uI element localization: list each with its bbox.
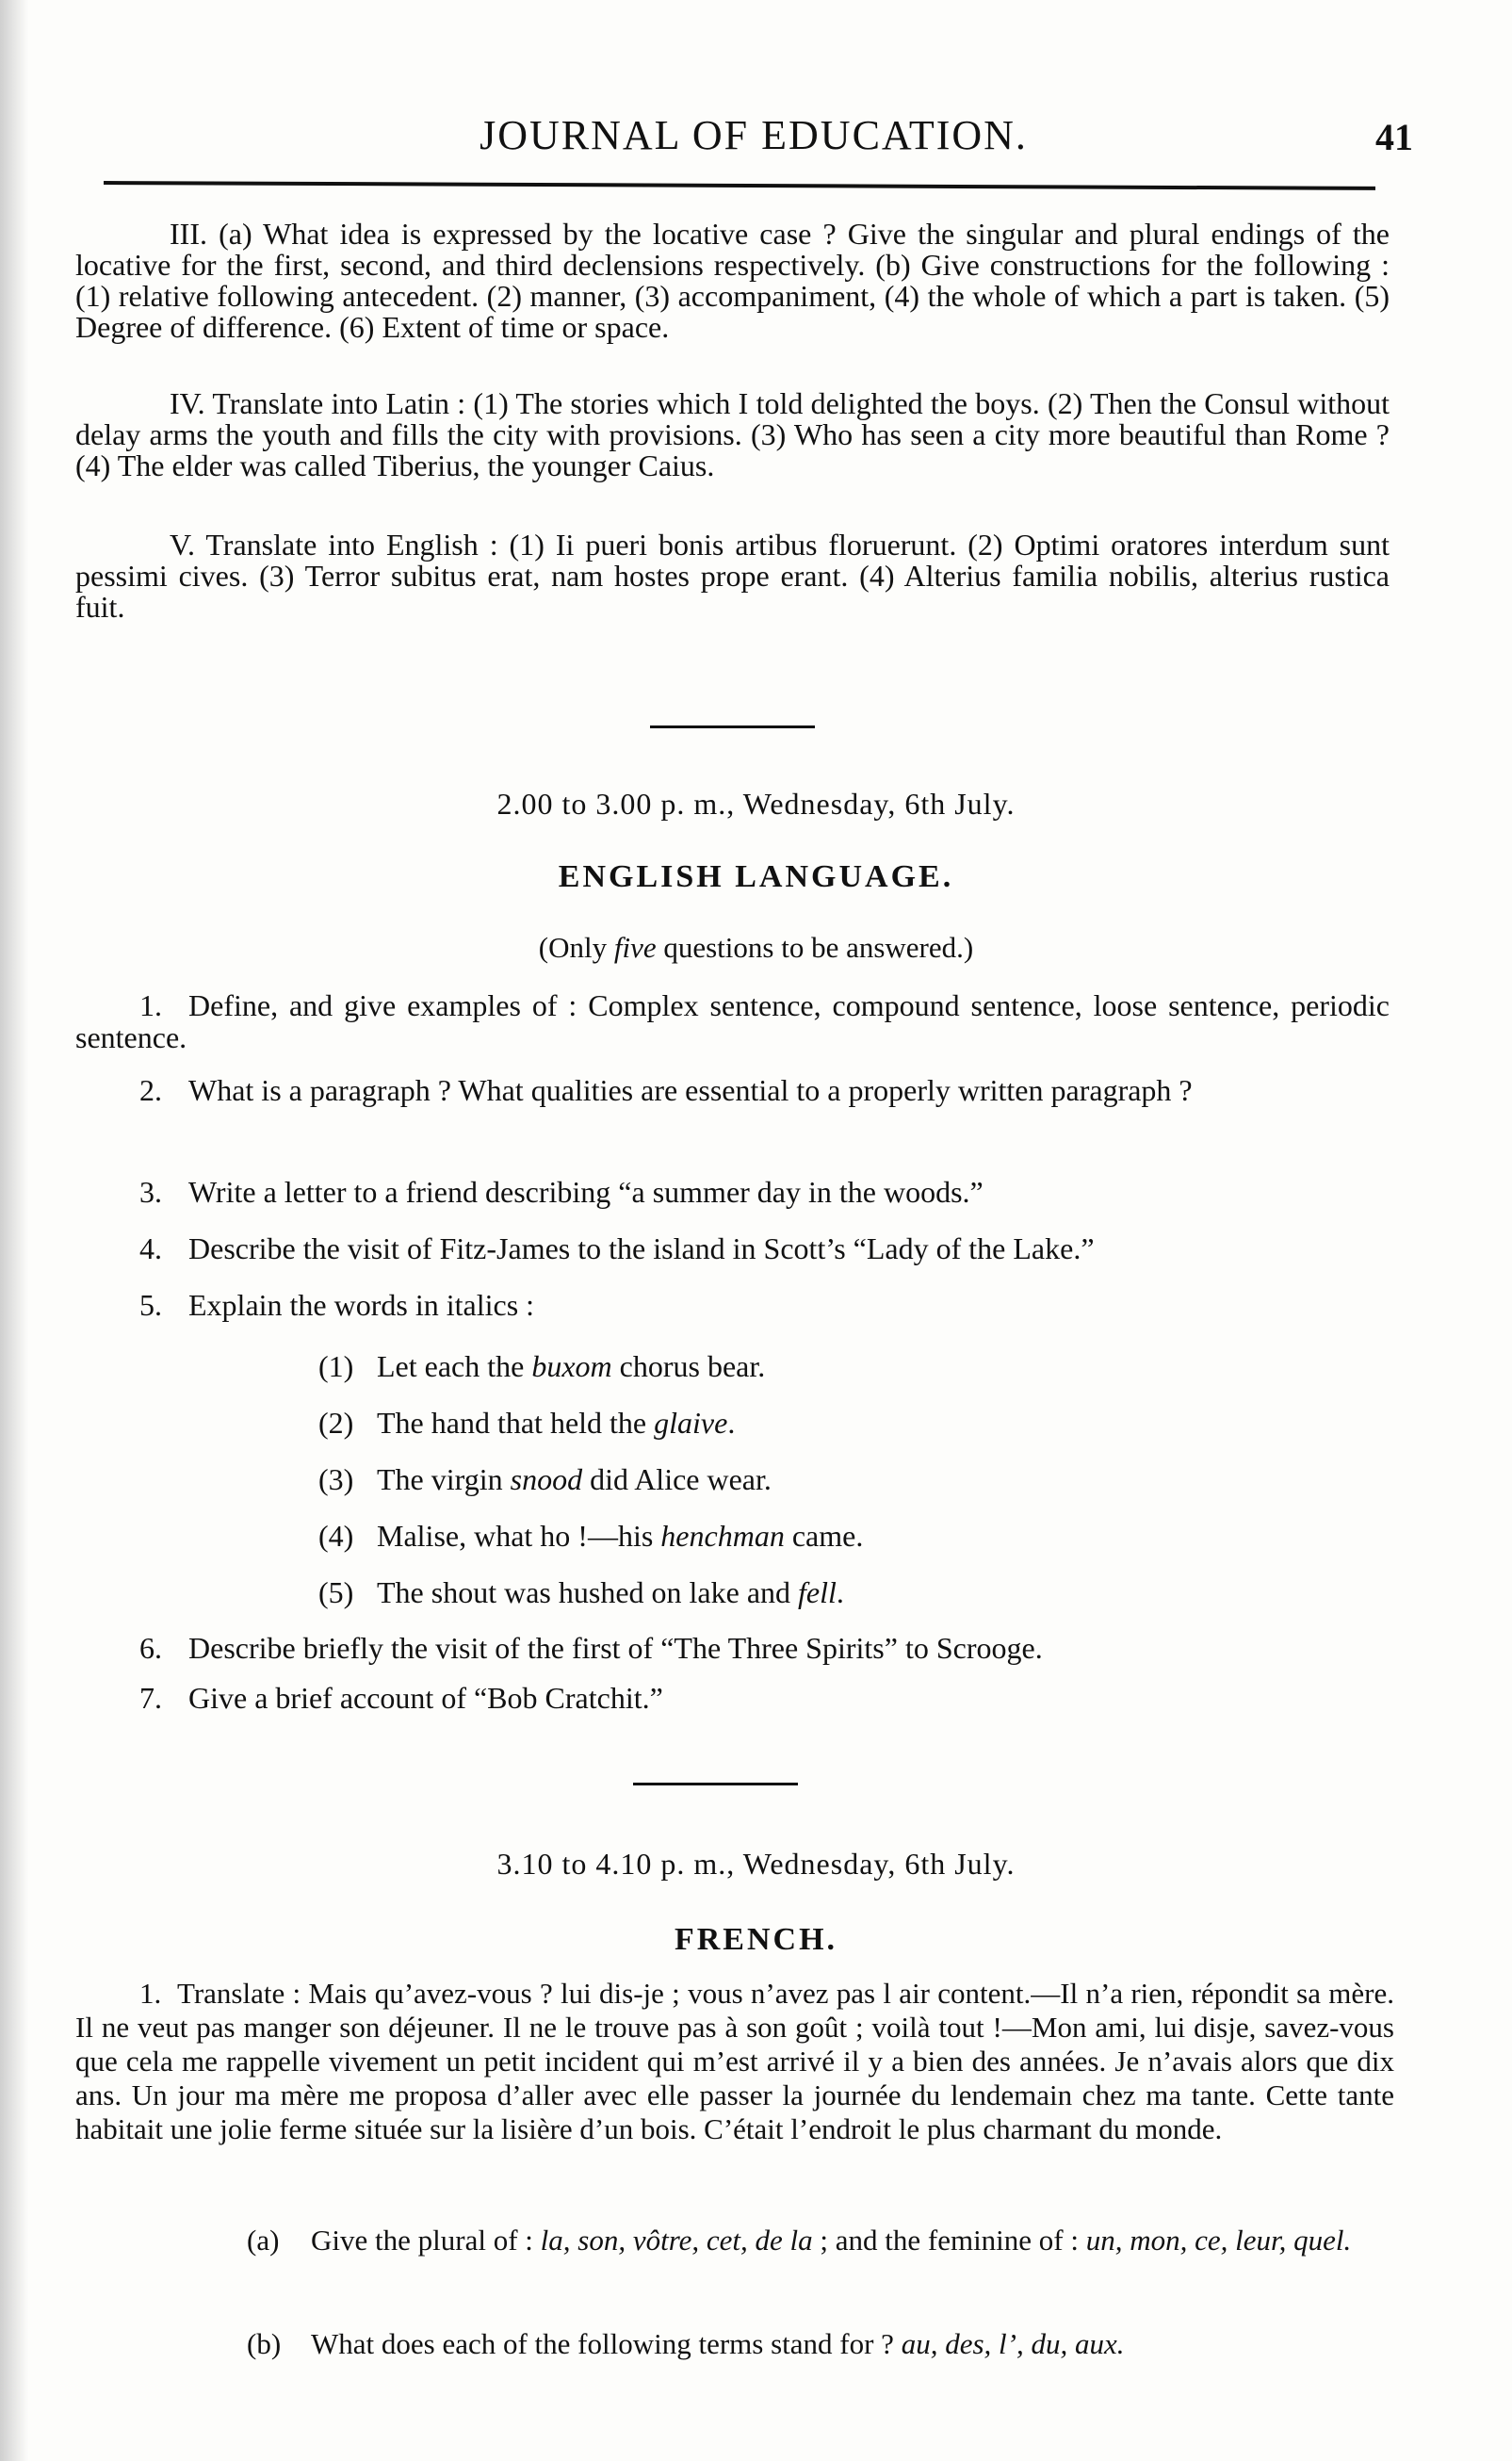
- page-edge-shadow: [0, 0, 28, 2461]
- english-question-3: [139, 1176, 1383, 1208]
- header-rule: [104, 181, 1375, 196]
- sub-text-before: Give the plural of :: [311, 2224, 541, 2257]
- item-label: (1): [318, 1349, 354, 1383]
- feminine-words: un, mon, ce, leur, quel.: [1085, 2224, 1352, 2257]
- page-number: 41: [1375, 116, 1413, 158]
- item-text-before: The virgin: [377, 1462, 511, 1496]
- question-number: 1.: [139, 988, 162, 1022]
- french-section-title: FRENCH.: [674, 1922, 838, 1957]
- question-number: 3.: [139, 1175, 162, 1209]
- item-italic-word: glaive: [654, 1406, 728, 1440]
- instruction-text-before: (Only: [538, 931, 614, 964]
- question-text: Write a letter to a friend describing “a summer day in the woods.”: [188, 1175, 984, 1209]
- latin-question-3: [75, 219, 1390, 343]
- item-label: (3): [318, 1462, 354, 1496]
- question-text: Define, and give examples of : Complex sentence, compound sentence, loose sentence, periodic sentence.: [75, 988, 1390, 1054]
- french-subquestion-b: [247, 2327, 1377, 2361]
- english-question-5: [139, 1289, 1383, 1321]
- question-number: 1.: [139, 1977, 162, 2010]
- question-number: 4.: [139, 1231, 162, 1265]
- journal-title: JOURNAL OF EDUCATION.: [480, 112, 1028, 158]
- question-text: Describe the visit of Fitz-James to the island in Scott’s “Lady of the Lake.”: [188, 1231, 1095, 1265]
- item-text-before: Let each the: [377, 1349, 532, 1383]
- latin-question-4: [75, 388, 1390, 481]
- sub-text-before: What does each of the following terms stand for ?: [311, 2327, 902, 2360]
- item-italic-word: snood: [510, 1462, 583, 1496]
- instruction-text-after: questions to be answered.): [656, 931, 974, 964]
- question-number: 5.: [139, 1288, 162, 1322]
- section-divider: [633, 1783, 798, 1785]
- item-text-before: Malise, what ho !—his: [377, 1519, 661, 1553]
- terms-list: au, des, l’, du, aux.: [901, 2327, 1125, 2360]
- item-text-after: came.: [784, 1519, 864, 1553]
- question-text: Translate into English : (1) Ii pueri bonis artibus floruerunt. (2) Optimi oratores interdum sunt pessimi cives. (3) Terror subitus erat, nam hostes prope erant. (4) Alterius familia nobilis, alterius rustica fuit.: [75, 528, 1390, 624]
- item-text-after: did Alice wear.: [582, 1462, 772, 1496]
- italic-item-3: [318, 1462, 772, 1497]
- item-text-after: .: [836, 1575, 844, 1609]
- question-number: V.: [170, 528, 195, 562]
- page-header: [104, 111, 1413, 177]
- italic-item-2: [318, 1406, 735, 1441]
- instruction-emphasis: five: [613, 931, 657, 964]
- sub-label: (a): [247, 2224, 280, 2257]
- french-question-1: [75, 1977, 1394, 2146]
- question-number: 6.: [139, 1631, 162, 1665]
- latin-question-5: [75, 530, 1390, 623]
- section-divider: [650, 725, 815, 728]
- item-text-after: .: [727, 1406, 736, 1440]
- question-text: Give a brief account of “Bob Cratchit.”: [188, 1681, 663, 1715]
- question-text: What is a paragraph ? What qualities are essential to a properly written paragraph ?: [188, 1073, 1193, 1107]
- french-schedule: 3.10 to 4.10 p. m., Wednesday, 6th July.: [496, 1847, 1016, 1881]
- item-italic-word: henchman: [660, 1519, 785, 1553]
- english-question-4: [139, 1232, 1383, 1264]
- english-question-6: [139, 1632, 1383, 1664]
- plural-words: la, son, vôtre, cet, de la: [540, 2224, 813, 2257]
- english-instruction: [0, 931, 1512, 965]
- item-label: (5): [318, 1575, 354, 1609]
- question-number: III.: [170, 217, 207, 251]
- italic-item-5: [318, 1575, 844, 1610]
- item-italic-word: buxom: [531, 1349, 612, 1383]
- english-question-7: [139, 1682, 1383, 1714]
- question-text: Translate into Latin : (1) The stories which I told delighted the boys. (2) Then the Consul without delay arms the youth and fills the city with provisions. (3) Who has seen a city more beautiful than Rome ? (4) The elder was called Tiberius, the younger Caius.: [75, 386, 1390, 482]
- english-question-1: [75, 989, 1390, 1053]
- italic-item-1: [318, 1349, 765, 1384]
- question-text: (a) What idea is expressed by the locative case ? Give the singular and plural endings of the locative for the first, second, and third declensions respectively. (b) Give constructions for the following : (1) relative following antecedent. (2) manner, (3) accompaniment, (4) the whole of which a part is taken. (5) Degree of difference. (6) Extent of time or space.: [75, 217, 1390, 344]
- question-text: Translate : Mais qu’avez-vous ? lui dis-je ; vous n’avez pas l air content.—Il n’a rien, répondit sa mère. Il ne veut pas manger son déjeuner. Il ne le trouve pas à son goût ; voilà tout !—Mon ami, lui disje, savez-vous que cela me rappelle vivement un petit incident qui m’est arrivé il y a bien des années. Je n’avais alors que dix ans. Un jour ma mère me proposa d’aller avec elle passer la journée du lendemain chez ma tante. Cette tante habitait une jolie ferme située sur la lisière d’un bois. C’était l’endroit le plus charmant du monde.: [75, 1977, 1394, 2145]
- item-label: (4): [318, 1519, 354, 1553]
- item-text-before: The shout was hushed on lake and: [377, 1575, 799, 1609]
- item-label: (2): [318, 1406, 354, 1440]
- english-section-title: ENGLISH LANGUAGE.: [558, 859, 954, 894]
- item-text-after: chorus bear.: [611, 1349, 766, 1383]
- question-number: 2.: [139, 1073, 162, 1107]
- english-schedule: 2.00 to 3.00 p. m., Wednesday, 6th July.: [496, 787, 1016, 821]
- english-question-2: [75, 1074, 1390, 1106]
- sub-text-middle: ; and the feminine of :: [812, 2224, 1086, 2257]
- item-italic-word: fell: [798, 1575, 837, 1609]
- sub-label: (b): [247, 2327, 282, 2360]
- question-number: 7.: [139, 1681, 162, 1715]
- question-number: IV.: [170, 386, 205, 420]
- italic-item-4: [318, 1519, 863, 1554]
- question-text: Explain the words in italics :: [188, 1288, 535, 1322]
- item-text-before: The hand that held the: [377, 1406, 655, 1440]
- question-text: Describe briefly the visit of the first of “The Three Spirits” to Scrooge.: [188, 1631, 1043, 1665]
- french-subquestion-a: [247, 2224, 1377, 2257]
